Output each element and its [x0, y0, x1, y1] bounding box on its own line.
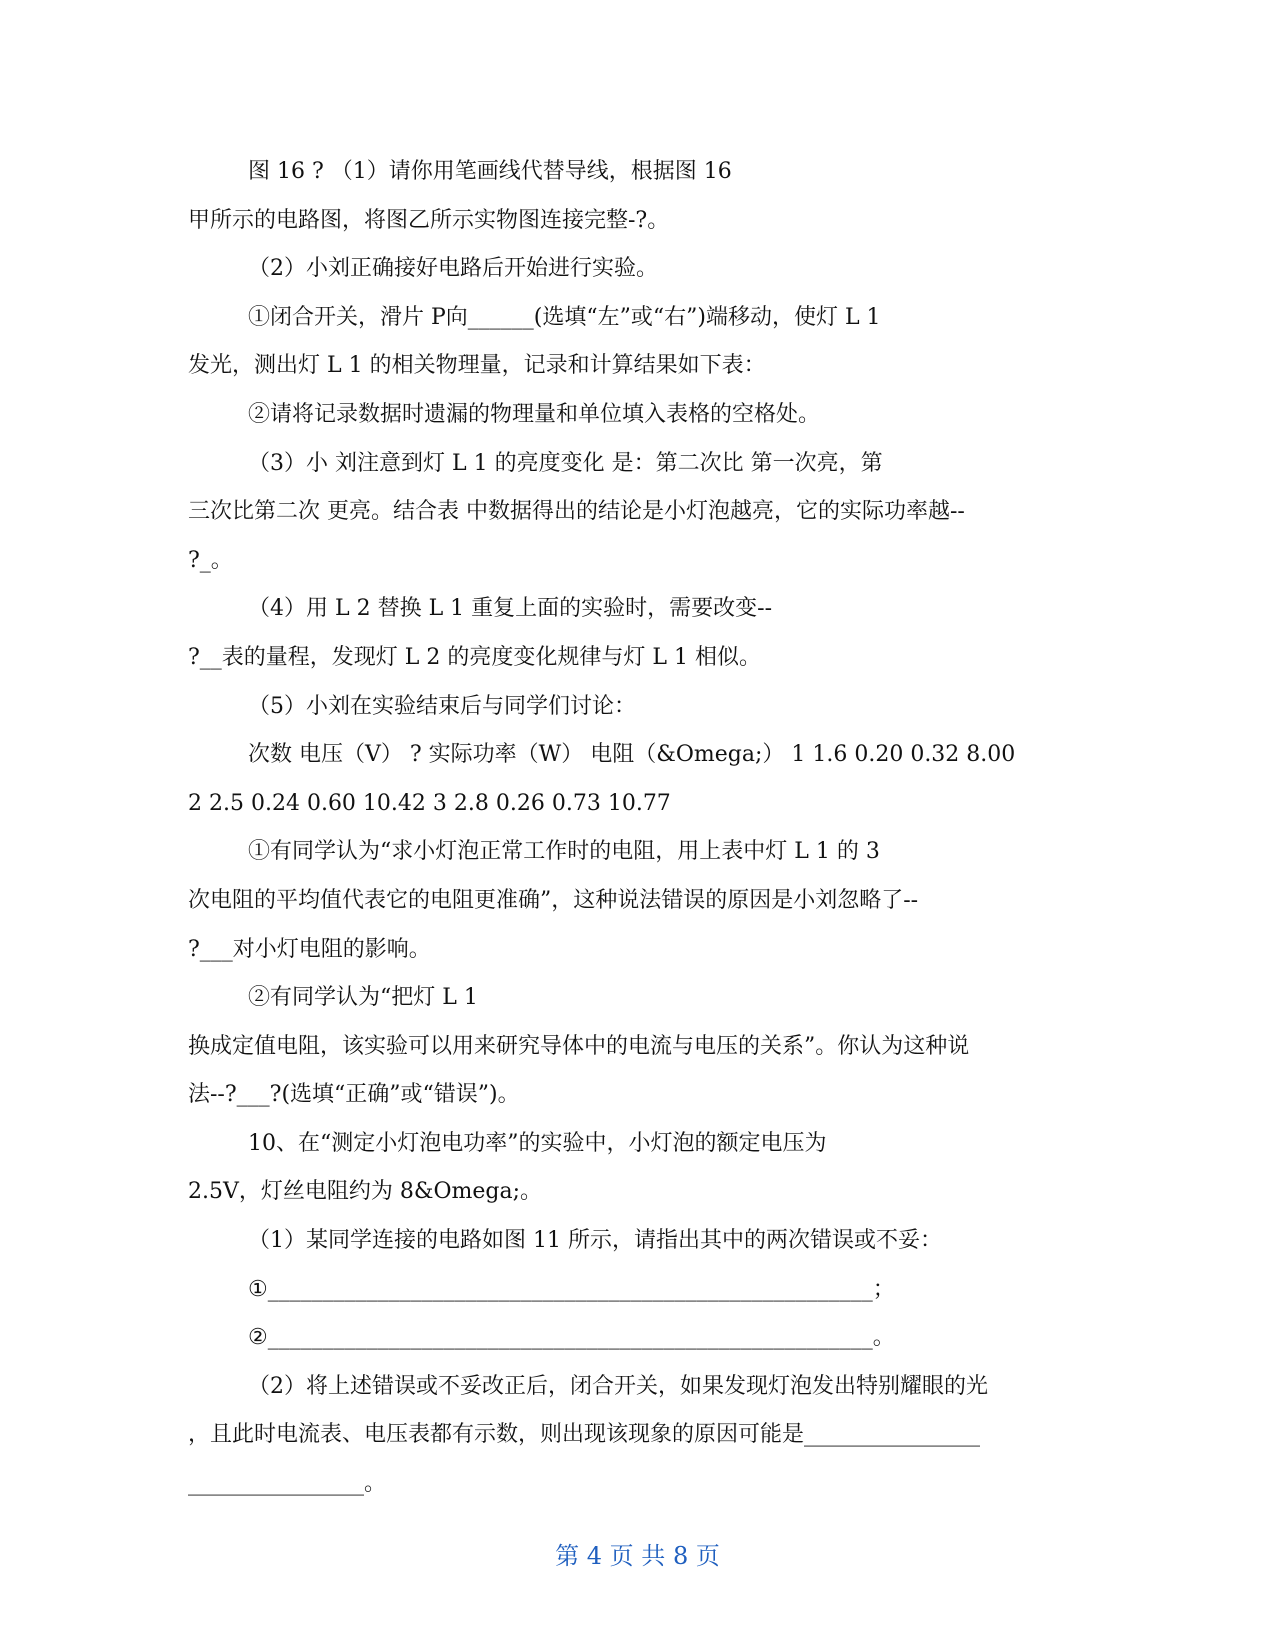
text-line: 10、在“测定小灯泡电功率”的实验中，小灯泡的额定电压为 [248, 1130, 827, 1156]
text-line: ?_。 [188, 547, 233, 573]
text-line: ①有同学认为“求小灯泡正常工作时的电阻，用上表中灯 L 1 的 3 [248, 839, 880, 865]
text-line: 2 2.5 0.24 0.60 10.42 3 2.8 0.26 0.73 10.77 [188, 790, 671, 816]
document-body [188, 148, 1088, 1509]
text-line: （1）某同学连接的电路如图 11 所示，请指出其中的两次错误或不妥： [248, 1228, 942, 1254]
text-line: 甲所示的电路图，将图乙所示实物图连接完整-?。 [188, 207, 670, 233]
text-line: （4）用 L 2 替换 L 1 重复上面的实验时，需要改变-- [248, 596, 773, 622]
text-line: 换成定值电阻，该实验可以用来研究导体中的电流与电压的关系”。你认为这种说 [188, 1033, 970, 1059]
text-line: ②_______________________________________________________。 [248, 1325, 895, 1351]
text-line: 三次比第二次 更亮。结合表 中数据得出的结论是小灯泡越亮，它的实际功率越-- [188, 499, 965, 525]
text-line: ②有同学认为“把灯 L 1 [248, 985, 478, 1011]
text-line: 法--?___?(选填“正确”或“错误”)。 [188, 1082, 520, 1108]
text-line: 次数 电压（V） ? 实际功率（W） 电阻（&Omega;） 1 1.6 0.20 0.32 8.00 [248, 742, 1016, 768]
text-line: ________________。 [188, 1471, 387, 1497]
text-line: 次电阻的平均值代表它的电阻更准确”，这种说法错误的原因是小刘忽略了-- [188, 887, 919, 913]
text-line: （2）小刘正确接好电路后开始进行实验。 [248, 256, 658, 282]
text-line: 图 16 ? （1）请你用笔画线代替导线，根据图 16 [248, 159, 732, 184]
text-line: ①闭合开关，滑片 P向______(选填“左”或“右”)端移动，使灯 L 1 [248, 304, 881, 330]
text-line: 2.5V，灯丝电阻约为 8&Omega;。 [188, 1179, 542, 1205]
text-line: 发光，测出灯 L 1 的相关物理量，记录和计算结果如下表： [188, 353, 766, 379]
text-line: ②请将记录数据时遗漏的物理量和单位填入表格的空格处。 [248, 401, 821, 427]
page-footer: 第 4 页 共 8 页 [555, 1542, 720, 1570]
text-line: ①_______________________________________________________； [248, 1276, 895, 1302]
text-line: （5）小刘在实验结束后与同学们讨论： [248, 693, 636, 719]
text-line: （3）小 刘注意到灯 L 1 的亮度变化 是：第二次比 第一次亮，第 [248, 450, 883, 476]
text-line: ?__表的量程，发现灯 L 2 的亮度变化规律与灯 L 1 相似。 [188, 644, 761, 670]
text-line: ?___对小灯电阻的影响。 [188, 936, 431, 962]
text-line: ，且此时电流表、电压表都有示数，则出现该现象的原因可能是________________ [188, 1422, 981, 1448]
text-line: （2）将上述错误或不妥改正后，闭合开关，如果发现灯泡发出特别耀眼的光 [248, 1373, 988, 1399]
